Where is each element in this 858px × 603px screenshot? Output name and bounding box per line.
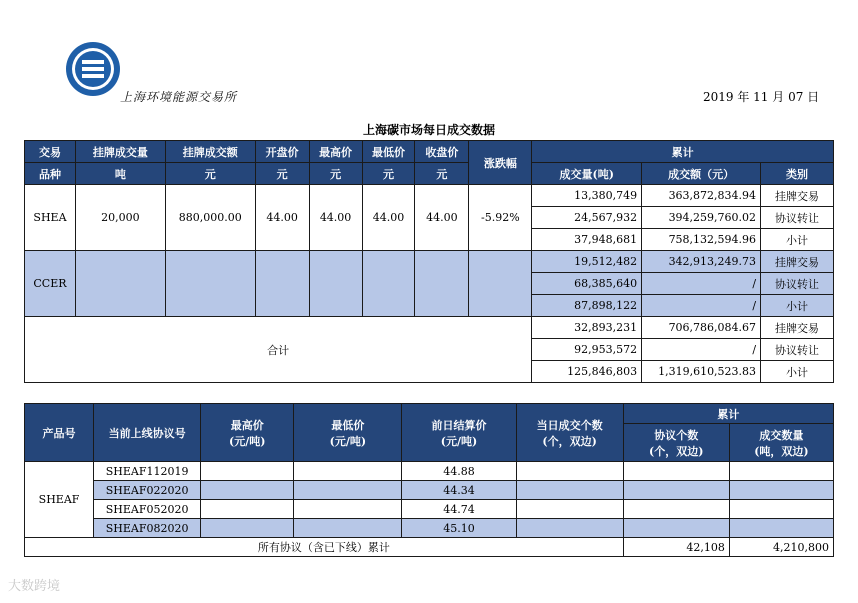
- cum-vol-cell: 68,385,640: [532, 273, 642, 295]
- cum-vol-cell: 125,846,803: [532, 361, 642, 383]
- empty-cell: [516, 481, 623, 500]
- unit-listed-vol: 吨: [75, 163, 165, 185]
- col-header-cumulative: 累计: [623, 404, 833, 424]
- cum-amt-cell: /: [642, 295, 761, 317]
- cum-qty-label: 成交数量: [759, 428, 804, 442]
- settle-unit: (元/吨): [440, 434, 478, 448]
- contract-cell: SHEAF082020: [94, 519, 201, 538]
- cum-type-cell: 小计: [761, 229, 834, 251]
- col-header-variety: 品种: [25, 163, 76, 185]
- table-row: [25, 538, 834, 557]
- cum-vol-cell: 32,893,231: [532, 317, 642, 339]
- col-header-high: 最高价: [309, 141, 362, 163]
- shea-high: 44.00: [309, 185, 362, 251]
- empty-cell: [623, 500, 729, 519]
- contract-cell: SHEAF022020: [94, 481, 201, 500]
- col-header-listed-amt: 挂牌成交额: [165, 141, 255, 163]
- cum-amt-cell: 363,872,834.94: [642, 185, 761, 207]
- cum-type-cell: 协议转让: [761, 207, 834, 229]
- col-header-low: [294, 404, 402, 462]
- footer-qty: 4,210,800: [729, 538, 833, 557]
- unit-open: 元: [255, 163, 309, 185]
- empty-cell: [623, 519, 729, 538]
- table-row: [25, 481, 834, 500]
- report-date: 2019 年 11 月 07 日: [703, 90, 820, 104]
- empty-cell: [201, 500, 294, 519]
- empty-cell: [294, 462, 402, 481]
- high-unit: (元/吨): [229, 434, 266, 448]
- header-row: [25, 163, 834, 185]
- cum-count-label: 协议个数: [654, 428, 699, 442]
- empty-cell: [516, 462, 623, 481]
- variety-ccer: CCER: [25, 251, 76, 317]
- cum-type-cell: 小计: [761, 361, 834, 383]
- col-header-cum-count: [623, 424, 729, 462]
- empty-cell: [201, 481, 294, 500]
- col-header-daily-count: [516, 404, 623, 462]
- cum-amt-cell: /: [642, 273, 761, 295]
- cum-type-cell: 挂牌交易: [761, 185, 834, 207]
- unit-low: 元: [362, 163, 415, 185]
- high-label: 最高价: [230, 418, 264, 432]
- empty-cell: [729, 500, 833, 519]
- empty-cell: [729, 519, 833, 538]
- product-code: SHEAF: [25, 462, 94, 538]
- empty-cell: [201, 519, 294, 538]
- empty-cell: [255, 251, 309, 317]
- empty-cell: [623, 462, 729, 481]
- empty-cell: [729, 481, 833, 500]
- empty-cell: [362, 251, 415, 317]
- cum-amt-cell: /: [642, 339, 761, 361]
- cum-vol-cell: 24,567,932: [532, 207, 642, 229]
- low-unit: (元/吨): [329, 434, 367, 448]
- empty-cell: [516, 500, 623, 519]
- header-row: [25, 141, 834, 163]
- empty-cell: [729, 462, 833, 481]
- cum-amt-cell: 758,132,594.96: [642, 229, 761, 251]
- unit-close: 元: [415, 163, 469, 185]
- footer-count: 42,108: [623, 538, 729, 557]
- shea-listed-amt: 880,000.00: [165, 185, 255, 251]
- table-row: [25, 317, 834, 339]
- settle-cell: 44.34: [402, 481, 516, 500]
- empty-cell: [294, 481, 402, 500]
- col-header-cumulative: 累计: [532, 141, 834, 163]
- cum-amt-cell: 1,319,610,523.83: [642, 361, 761, 383]
- table-row: [25, 500, 834, 519]
- shea-open: 44.00: [255, 185, 309, 251]
- cum-type-cell: 小计: [761, 295, 834, 317]
- empty-cell: [294, 519, 402, 538]
- col-header-product: 产品号: [25, 404, 94, 462]
- cum-type-cell: 挂牌交易: [761, 251, 834, 273]
- col-header-cum-amt: 成交额（元）: [642, 163, 761, 185]
- shea-change: -5.92%: [469, 185, 532, 251]
- col-header-open: 开盘价: [255, 141, 309, 163]
- unit-listed-amt: 元: [165, 163, 255, 185]
- empty-cell: [201, 462, 294, 481]
- unit-high: 元: [309, 163, 362, 185]
- contract-cell: SHEAF052020: [94, 500, 201, 519]
- cum-vol-cell: 13,380,749: [532, 185, 642, 207]
- empty-cell: [294, 500, 402, 519]
- settle-cell: 44.74: [402, 500, 516, 519]
- col-header-high: [201, 404, 294, 462]
- col-header-cum-vol: 成交量(吨): [532, 163, 642, 185]
- col-header-change: 涨跌幅: [469, 141, 532, 185]
- contract-cell: SHEAF112019: [94, 462, 201, 481]
- daily-count-unit: (个，双边): [542, 434, 597, 448]
- cum-count-unit: (个，双边): [649, 444, 704, 458]
- empty-cell: [623, 481, 729, 500]
- table-row: [25, 462, 834, 481]
- settle-cell: 44.88: [402, 462, 516, 481]
- footer-label: 所有协议（含已下线）累计: [25, 538, 624, 557]
- col-header-low: 最低价: [362, 141, 415, 163]
- cum-type-cell: 协议转让: [761, 339, 834, 361]
- col-header-cum-qty: [729, 424, 833, 462]
- table-row: [25, 251, 834, 273]
- shea-low: 44.00: [362, 185, 415, 251]
- header-row: [25, 404, 834, 424]
- col-header-type: 交易: [25, 141, 76, 163]
- exchange-logo: [64, 40, 122, 98]
- page-title: 上海碳市场每日成交数据: [362, 123, 495, 137]
- table-row: [25, 185, 834, 207]
- empty-cell: [75, 251, 165, 317]
- cum-vol-cell: 87,898,122: [532, 295, 642, 317]
- cum-vol-cell: 37,948,681: [532, 229, 642, 251]
- empty-cell: [165, 251, 255, 317]
- total-label: 合计: [25, 317, 532, 383]
- cum-amt-cell: 342,913,249.73: [642, 251, 761, 273]
- daily-trading-table: [24, 140, 834, 383]
- cum-amt-cell: 706,786,084.67: [642, 317, 761, 339]
- col-header-settle: [402, 404, 516, 462]
- col-header-close: 收盘价: [415, 141, 469, 163]
- low-label: 最低价: [331, 418, 365, 432]
- daily-count-label: 当日成交个数: [536, 418, 603, 432]
- cum-amt-cell: 394,259,760.02: [642, 207, 761, 229]
- shea-close: 44.00: [415, 185, 469, 251]
- col-header-cum-type: 类别: [761, 163, 834, 185]
- col-header-contract: 当前上线协议号: [94, 404, 201, 462]
- forward-contracts-table: [24, 403, 834, 557]
- empty-cell: [309, 251, 362, 317]
- shea-listed-vol: 20,000: [75, 185, 165, 251]
- watermark: 大数跨境: [8, 579, 61, 594]
- cum-qty-unit: (吨，双边): [754, 444, 809, 458]
- col-header-listed-vol: 挂牌成交量: [75, 141, 165, 163]
- cum-type-cell: 挂牌交易: [761, 317, 834, 339]
- logo-text: 上海环境能源交易所: [120, 90, 238, 104]
- variety-shea: SHEA: [25, 185, 76, 251]
- settle-cell: 45.10: [402, 519, 516, 538]
- cum-vol-cell: 92,953,572: [532, 339, 642, 361]
- settle-label: 前日结算价: [431, 418, 487, 432]
- empty-cell: [516, 519, 623, 538]
- table-row: [25, 519, 834, 538]
- empty-cell: [415, 251, 469, 317]
- empty-cell: [469, 251, 532, 317]
- cum-type-cell: 协议转让: [761, 273, 834, 295]
- cum-vol-cell: 19,512,482: [532, 251, 642, 273]
